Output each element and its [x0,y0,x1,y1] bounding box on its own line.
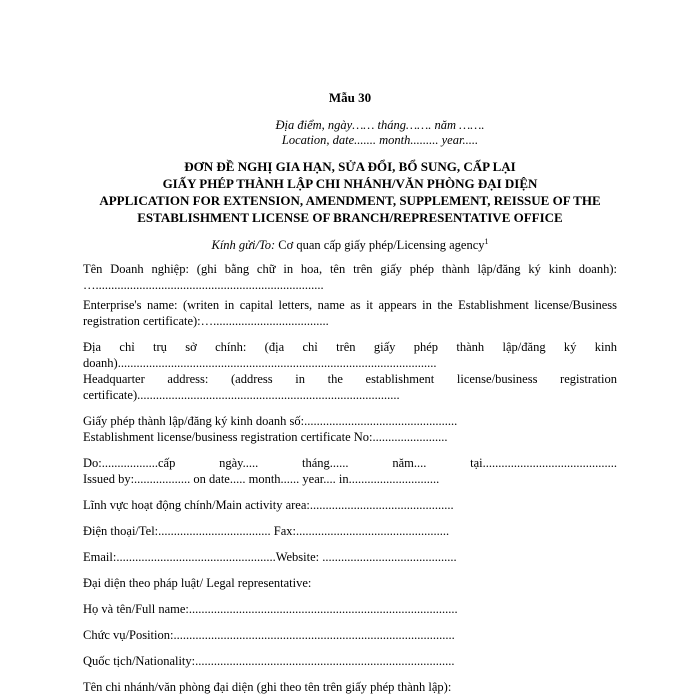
recipient-value: Cơ quan cấp giấy phép/Licensing agency [275,238,485,253]
email-field: Email:................................................... [83,550,276,565]
title-line: ĐƠN ĐỀ NGHỊ GIA HẠN, SỬA ĐỔI, BỔ SUNG, CẤP LẠI [184,159,516,174]
place-date-vi: Địa điểm, ngày…… tháng……. năm ……. [275,118,485,132]
phone-field: Điện thoại/Tel:.................................... [83,524,271,539]
legal-representative-heading: Đại diện theo pháp luật/ Legal representative: [83,576,312,591]
recipient-label: Kính gửi/To: [211,238,276,253]
branch-name-vi: Tên chi nhánh/văn phòng đại diện (ghi theo tên trên giấy phép thành lập): [83,680,452,695]
place-date-en: Location, date....... month......... year..... [281,133,479,147]
headquarter-address-en: Headquarter address: (address in the establishment license/business registration certificate).................................................................................... [83,372,617,403]
phone-fax-line [83,523,617,539]
license-number-en: Establishment license/business registration certificate No:........................ [83,430,448,445]
form-content [83,90,617,695]
enterprise-name-en: Enterprise's name: (writen in capital letters, name as it appears in the Establishment license/Business registration certificate):…..................................... [83,298,617,329]
title-line: ESTABLISHMENT LICENSE OF BRANCH/REPRESENTATIVE OFFICE [137,210,563,225]
issued-by-vi [83,455,617,471]
title-line: GIẤY PHÉP THÀNH LẬP CHI NHÁNH/VĂN PHÒNG ĐẠI DIỆN [162,176,538,191]
document-title [83,158,617,226]
main-activity-area: Lĩnh vực hoạt động chính/Main activity area:.............................................. [83,498,454,513]
issued-by-vi-part: Do:..................cấp [83,456,176,471]
enterprise-name-vi: Tên Doanh nghiệp: (ghi bằng chữ in hoa, tên trên giấy phép thành lập/đăng ký kinh doanh): …......................................................................... [83,262,617,293]
footnote-marker: 1 [484,237,489,246]
issued-by-en: Issued by:.................. on date..... month...... year.... in............................. [83,472,440,487]
headquarter-address-vi: Địa chỉ trụ sở chính: (địa chỉ trên giấy phép thành lập/đăng ký kinh doanh)...................................................................................................... [83,340,617,371]
issued-by-vi-part: năm.... [392,456,427,471]
issued-by-vi-part: ngày..... [219,456,259,471]
license-number-vi: Giấy phép thành lập/đăng ký kinh doanh số:................................................. [83,414,458,429]
title-line: APPLICATION FOR EXTENSION, AMENDMENT, SUPPLEMENT, REISSUE OF THE [99,193,601,208]
full-name-field: Họ và tên/Full name:...................................................................................... [83,602,458,617]
nationality-field: Quốc tịch/Nationality:................................................................................... [83,654,455,669]
fax-field: Fax:................................................. [270,524,450,539]
email-website-line [83,549,617,565]
website-field: Website: ........................................... [275,550,457,565]
recipient-line [83,234,617,253]
issued-by-vi-part: tại........................................... [470,456,617,471]
form-number: Mẫu 30 [328,90,372,105]
position-field: Chức vụ/Position:.......................................................................................... [83,628,455,643]
issued-by-vi-part: tháng...... [302,456,349,471]
